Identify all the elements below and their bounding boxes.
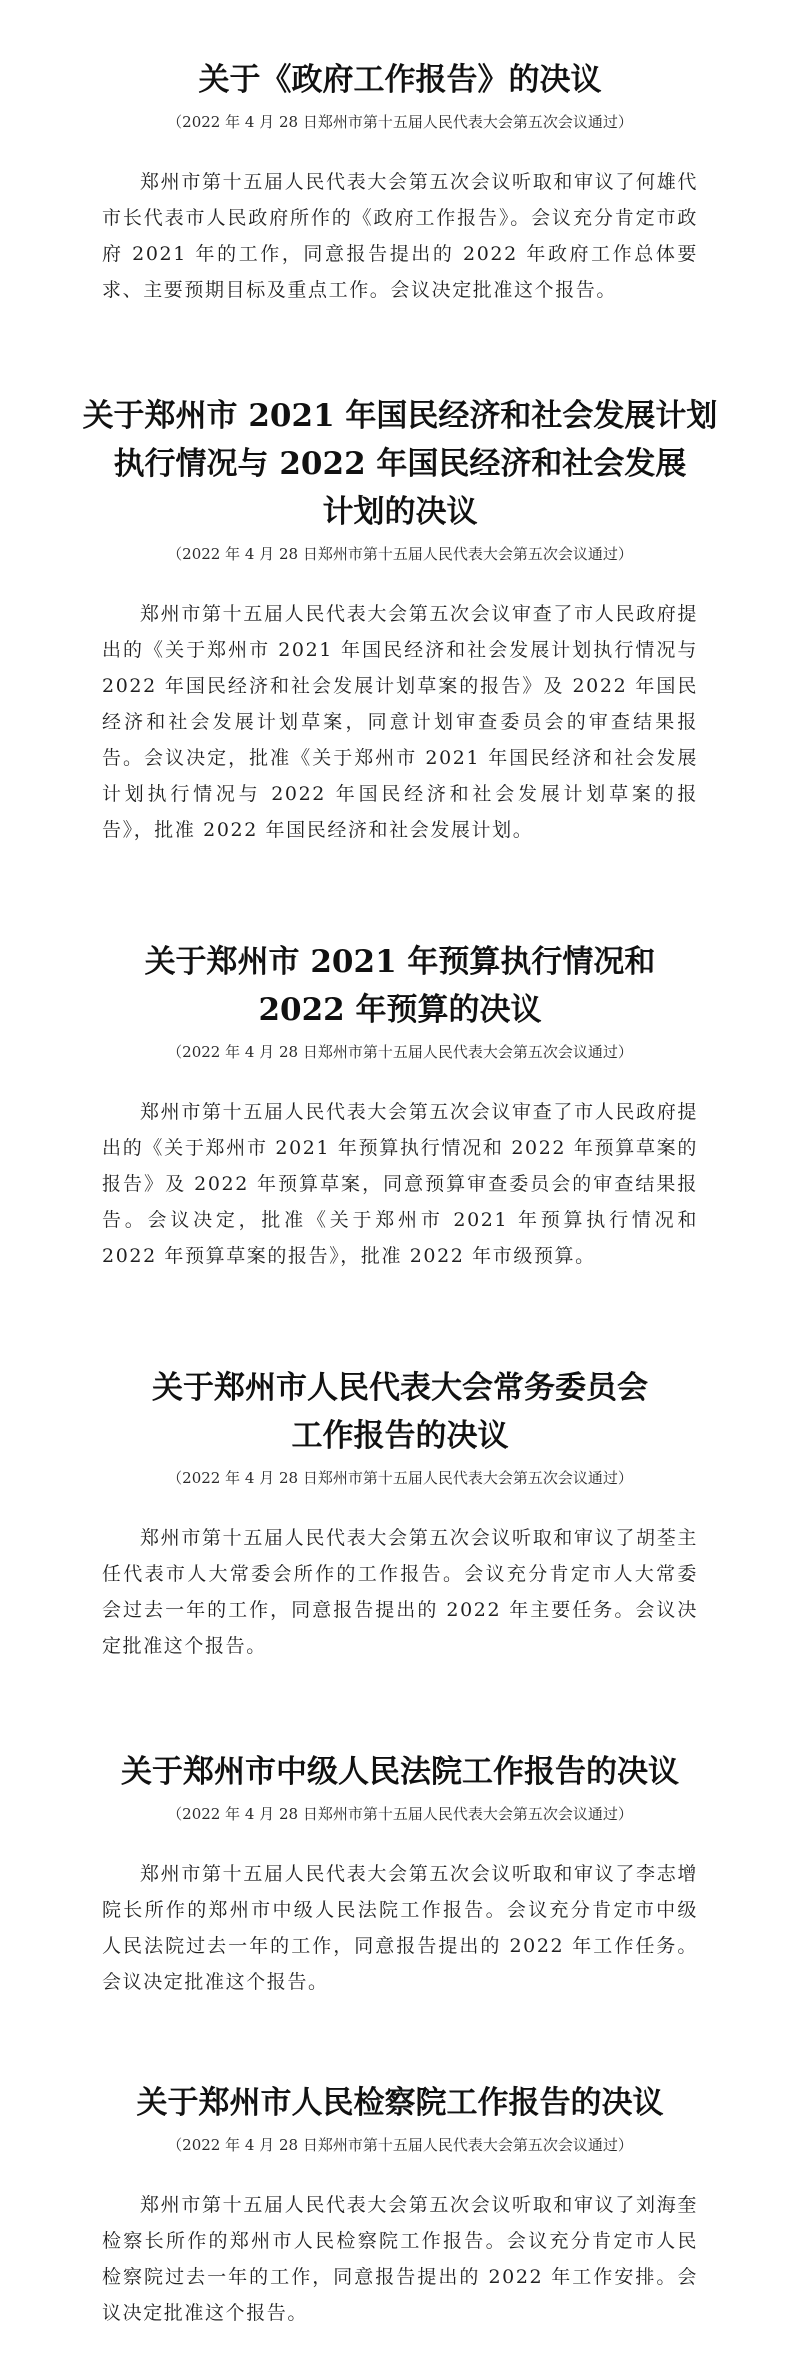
resolution-body: 郑州市第十五届人民代表大会第五次会议听取和审议了李志增院长所作的郑州市中级人民法院工作报告。会议充分肯定市中级人民法院过去一年的工作，同意报告提出的 2022 年工作任务。会议决定批准这个报告。	[102, 1863, 698, 1993]
adoption-note: （2022 年 4 月 28 日郑州市第十五届人民代表大会第五次会议通过）	[167, 2136, 633, 2154]
resolution-title-line: 执行情况与 2022 年国民经济和社会发展	[113, 446, 687, 482]
resolution-standing-committee-report	[0, 1364, 800, 1664]
resolution-body: 郑州市第十五届人民代表大会第五次会议听取和审议了何雄代市长代表市人民政府所作的《政府工作报告》。会议充分肯定市政府 2021 年的工作，同意报告提出的 2022 年政府工作总体要求、主要预期目标及重点工作。会议决定批准这个报告。	[102, 171, 698, 301]
resolution-title-line: 关于郑州市 2021 年国民经济和社会发展计划	[82, 398, 718, 434]
resolution-title-line: 关于郑州市 2021 年预算执行情况和	[144, 944, 656, 980]
resolution-body: 郑州市第十五届人民代表大会第五次会议审查了市人民政府提出的《关于郑州市 2021 年预算执行情况和 2022 年预算草案的报告》及 2022 年预算草案，同意预算审查委员会的审查结果报告。会议决定，批准《关于郑州市 2021 年预算执行情况和 2022 年预算草案的报告》，批准 2022 年市级预算。	[102, 1101, 698, 1267]
resolution-intermediate-court-report	[0, 1748, 800, 2000]
adoption-note: （2022 年 4 月 28 日郑州市第十五届人民代表大会第五次会议通过）	[167, 1469, 633, 1487]
resolution-budget	[0, 938, 800, 1274]
resolution-title-line: 关于郑州市中级人民法院工作报告的决议	[121, 1754, 679, 1790]
resolution-title-line: 关于郑州市人民检察院工作报告的决议	[136, 2085, 664, 2121]
resolution-title-line: 关于郑州市人民代表大会常务委员会	[152, 1370, 648, 1406]
resolution-title	[0, 2079, 800, 2127]
resolution-title-line: 工作报告的决议	[291, 1418, 509, 1454]
resolution-body: 郑州市第十五届人民代表大会第五次会议听取和审议了刘海奎检察长所作的郑州市人民检察院工作报告。会议充分肯定市人民检察院过去一年的工作，同意报告提出的 2022 年工作安排。会议决定批准这个报告。	[102, 2194, 698, 2324]
resolution-title-line: 2022 年预算的决议	[258, 992, 542, 1028]
resolution-title	[0, 1364, 800, 1460]
adoption-note: （2022 年 4 月 28 日郑州市第十五届人民代表大会第五次会议通过）	[167, 1805, 633, 1823]
resolution-title-line: 关于《政府工作报告》的决议	[198, 62, 602, 98]
resolution-title	[0, 938, 800, 1034]
resolution-body: 郑州市第十五届人民代表大会第五次会议听取和审议了胡荃主任代表市人大常委会所作的工作报告。会议充分肯定市人大常委会过去一年的工作，同意报告提出的 2022 年主要任务。会议决定批准这个报告。	[102, 1527, 698, 1657]
adoption-note: （2022 年 4 月 28 日郑州市第十五届人民代表大会第五次会议通过）	[167, 113, 633, 131]
resolution-economic-plan	[0, 392, 800, 848]
resolution-government-work-report	[0, 56, 800, 308]
resolution-body: 郑州市第十五届人民代表大会第五次会议审查了市人民政府提出的《关于郑州市 2021 年国民经济和社会发展计划执行情况与 2022 年国民经济和社会发展计划草案的报告》及 2022 年国民经济和社会发展计划草案，同意计划审查委员会的审查结果报告。会议决定，批准《关于郑州市 2021 年国民经济和社会发展计划执行情况与 2022 年国民经济和社会发展计划草案的报告》，批准 2022 年国民经济和社会发展计划。	[102, 603, 698, 841]
resolution-title	[0, 1748, 800, 1796]
resolution-procuratorate-report	[0, 2079, 800, 2331]
resolution-title-line: 计划的决议	[322, 494, 478, 530]
resolution-title	[0, 392, 800, 536]
adoption-note: （2022 年 4 月 28 日郑州市第十五届人民代表大会第五次会议通过）	[167, 545, 633, 563]
adoption-note: （2022 年 4 月 28 日郑州市第十五届人民代表大会第五次会议通过）	[167, 1043, 633, 1061]
resolution-title	[0, 56, 800, 104]
